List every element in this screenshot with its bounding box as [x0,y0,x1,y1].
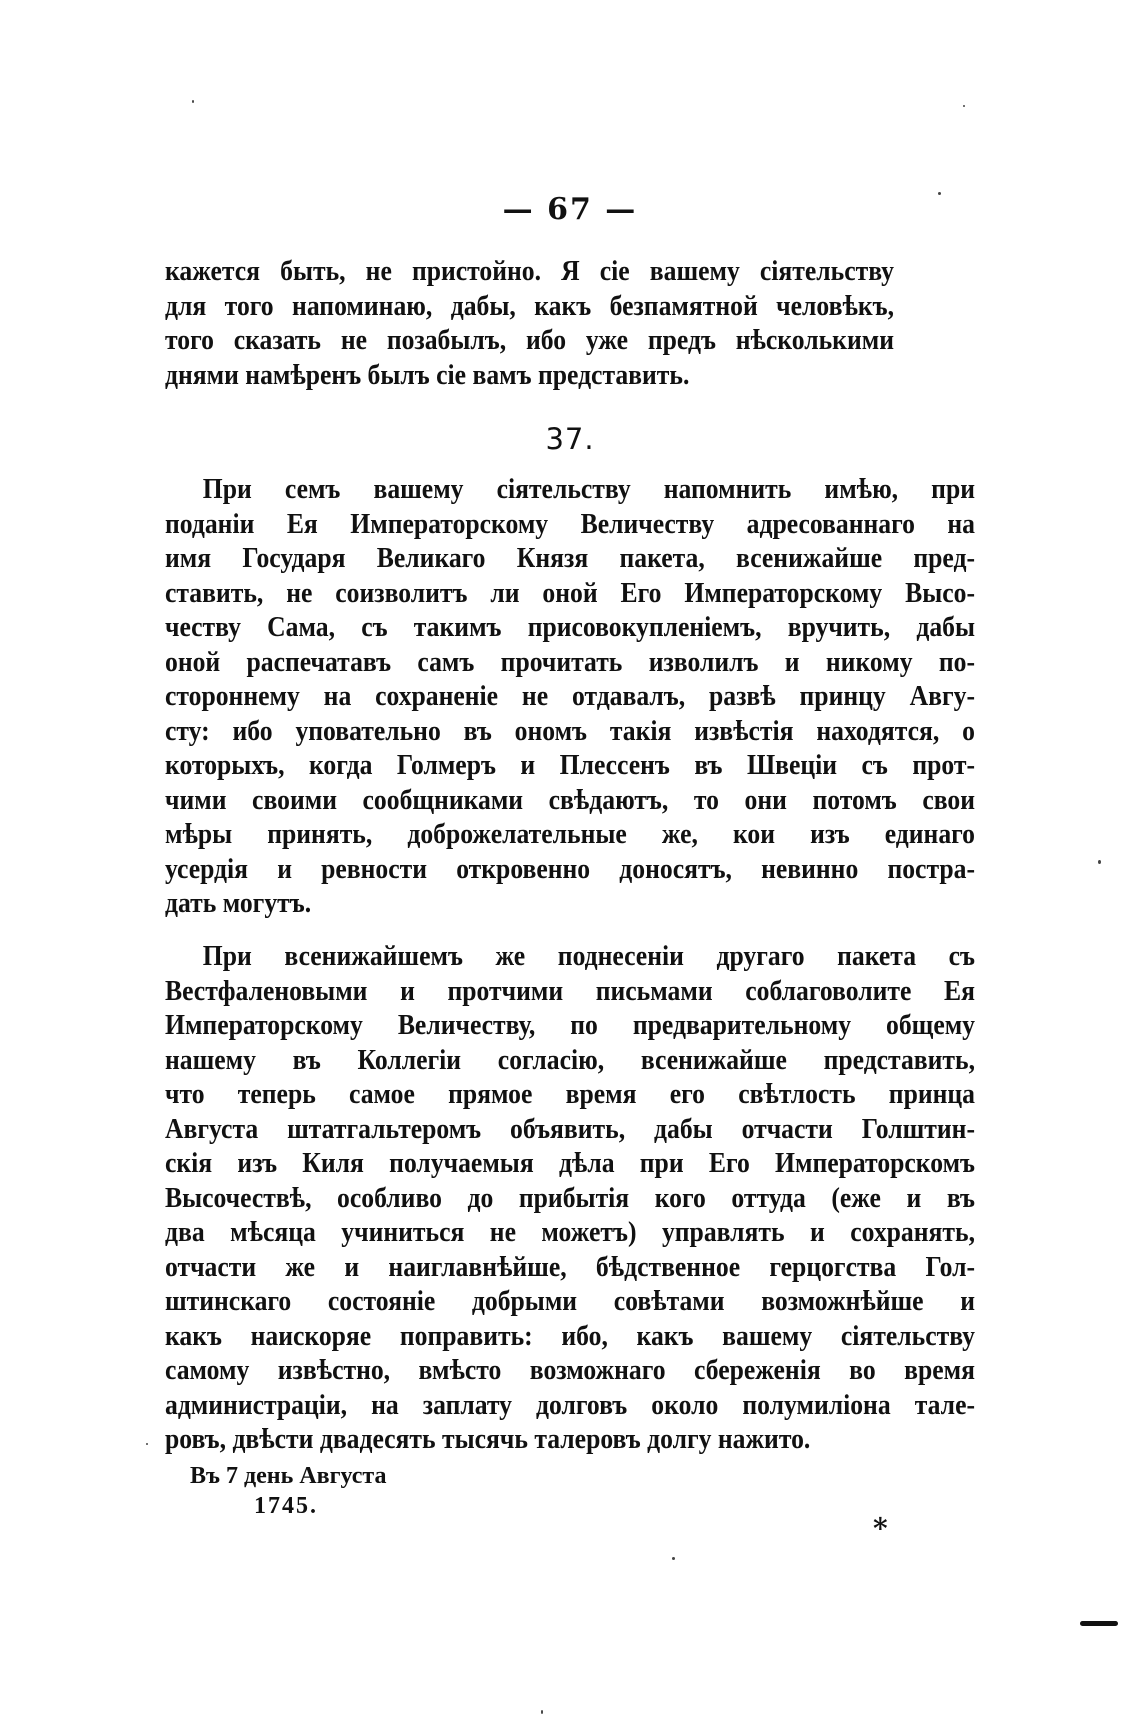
text-line: штинскаго состояніе добрыми совѣтами возможнѣйше и [165,1286,975,1317]
text-line: что теперь самое прямое время его свѣтлость принца [165,1079,975,1110]
margin-dash-mark [1080,1621,1118,1626]
text-line: поданіи Ея Императорскому Величеству адресованнаго на [165,508,975,540]
text-line: того сказать не позабылъ, ибо уже предъ нѣсколькими [165,325,894,356]
text-line: ровъ, двѣсти двадесять тысячь талеровъ долгу нажито. [165,1424,811,1455]
print-speck [1098,860,1101,864]
text-line: два мѣсяца учиниться не можетъ) управлять и сохранять, [165,1217,975,1248]
section-number: 37. [545,422,595,456]
text-line: При семъ вашему сіятельству напомнить имѣю, при [202,474,976,505]
text-line: чими своими сообщниками свѣдаютъ, то они потомъ свои [165,784,975,816]
text-line: Высочествѣ, особливо до прибытія кого оттуда (еже и въ [165,1182,975,1214]
text-line: какъ наискоряе поправить: ибо, какъ вашему сіятельству [165,1320,975,1352]
print-speck [938,192,941,195]
text-line: администраціи, на заплату долговъ около полумиліона тале- [165,1389,975,1421]
text-line: стороннему на сохраненіе не отдавалъ, развѣ принцу Авгу- [165,681,975,712]
text-line: днями намѣренъ былъ сіе вамъ представить. [165,359,690,391]
text-line: оной распечатавъ самъ прочитать изволилъ и никому по- [165,646,975,678]
print-speck [146,1443,148,1445]
text-line: сту: ибо уповательно въ ономъ такія извѣстія находятся, о [165,715,975,747]
text-line: кажется быть, не пристойно. Я сіе вашему сіятельству [165,256,894,287]
text-line: имя Государя Великаго Князя пакета, всенижайше пред- [165,543,975,574]
print-speck [541,1710,543,1714]
text-line: мѣры принять, доброжелательные же, кои изъ единаго [165,819,975,850]
text-line: усердія и ревности откровенно доносятъ, невинно постра- [165,853,975,885]
text-line: ставить, не соизволитъ ли оной Его Императорскому Высо- [165,577,975,609]
print-speck [192,100,194,103]
text-line: честву Сама, съ такимъ присовокупленіемъ, вручить, дабы [165,612,975,643]
asterisk-mark: * [873,1512,888,1545]
text-line: самому извѣстно, вмѣсто возможнаго сбереженія во время [165,1355,975,1386]
text-line: Августа штатгальтеромъ объявить, дабы отчасти Голштин- [165,1113,975,1145]
text-line: При всенижайшемъ же поднесеніи другаго пакета съ [202,941,976,972]
page-number: — 67 — [502,192,638,227]
print-speck [963,105,965,107]
text-line: скія изъ Киля получаемыя дѣла при Его Императорскомъ [165,1148,975,1179]
paragraph-37-second [165,940,975,1458]
print-speck [672,1557,675,1560]
opening-paragraph [165,255,894,393]
text-line: отчасти же и наиглавнѣйше, бѣдственное герцогства Гол- [165,1251,975,1283]
text-line: нашему въ Коллегіи согласію, всенижайше представить, [165,1044,975,1076]
text-line: Императорскому Величеству, по предварительному общему [165,1010,975,1041]
text-line: для того напоминаю, дабы, какъ безпамятной человѣкъ, [165,290,894,322]
text-line: дать могутъ. [165,888,312,919]
text-line: которыхъ, когда Голмеръ и Плессенъ въ Швеціи съ прот- [165,750,975,781]
text-line: Вестфаленовыми и протчими письмами соблаговолите Ея [165,975,975,1007]
date-day-month: Въ 7 день Августа [190,1463,387,1489]
date-year: 1745. [254,1493,318,1519]
paragraph-37-first [165,473,975,922]
